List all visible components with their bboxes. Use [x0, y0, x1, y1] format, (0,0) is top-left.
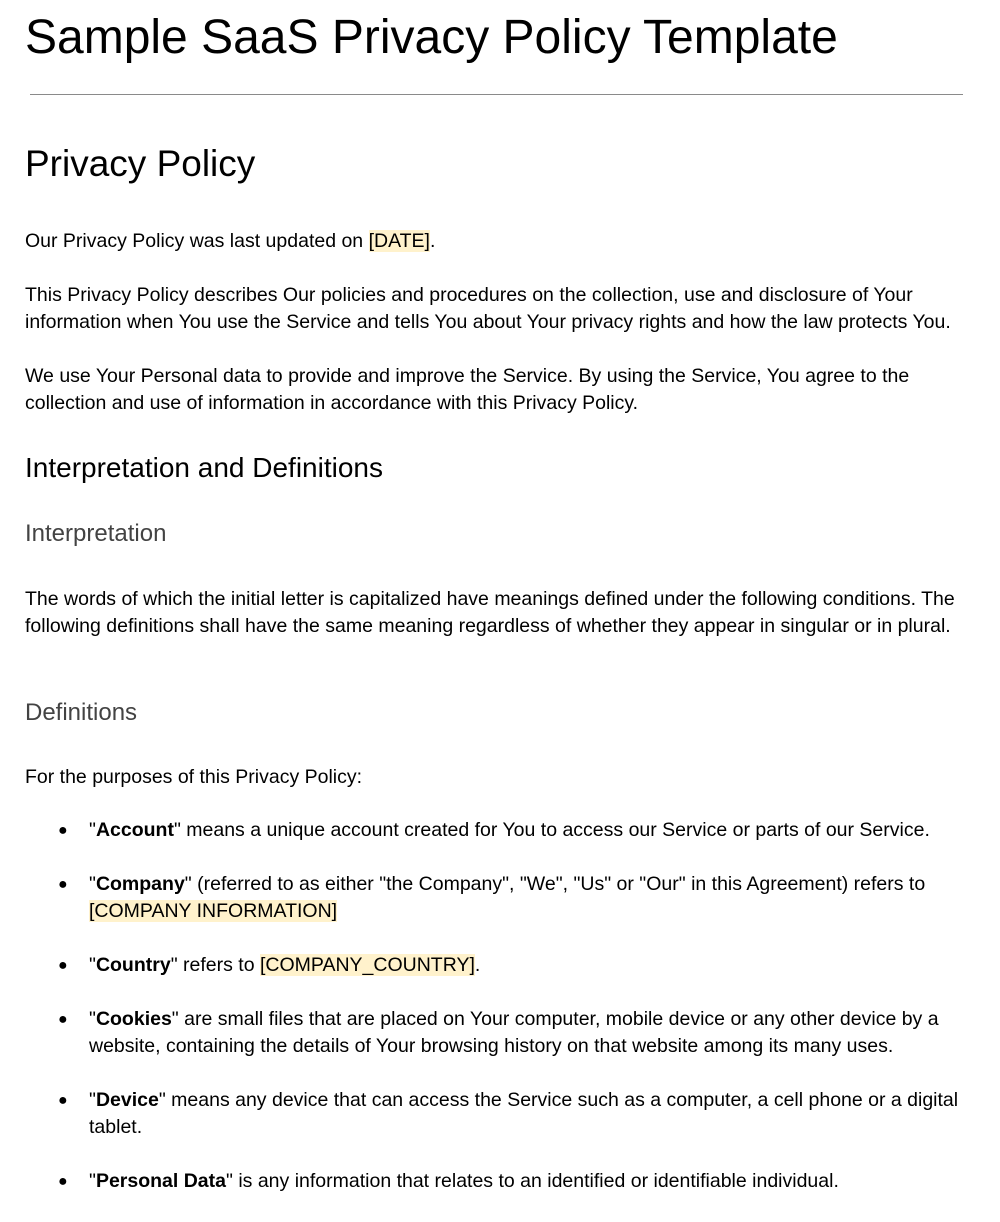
- definitions-heading: Definitions: [25, 699, 138, 726]
- definition-term: Cookies: [95, 1008, 172, 1030]
- policy-description-paragraph: This Privacy Policy describes Our policies and procedures on the collection, use and disclosure of Your information when You use the Service and tells You about Your privacy rights and how the law protects You.: [25, 284, 951, 333]
- bullet-icon: ●: [58, 876, 68, 893]
- horizontal-rule: [30, 94, 963, 95]
- interpretation-paragraph: The words of which the initial letter is capitalized have meanings defined under the following conditions. The following definitions shall have the same meaning regardless of whether they appear in singular or in plural.: [25, 588, 955, 637]
- date-placeholder: [DATE]: [368, 230, 430, 252]
- interpretation-definitions-heading: Interpretation and Definitions: [25, 452, 383, 483]
- definition-text: " means any device that can access the Service such as a computer, a cell phone or a digital tablet.: [89, 1089, 959, 1138]
- definitions-intro: For the purposes of this Privacy Policy:: [25, 766, 363, 788]
- interpretation-heading: Interpretation: [25, 520, 167, 547]
- personal-data-use-paragraph: We use Your Personal data to provide and improve the Service. By using the Service, You agree to the collection and use of information in accordance with this Privacy Policy.: [25, 365, 910, 414]
- definition-term: Company: [95, 873, 185, 895]
- last-updated-prefix: Our Privacy Policy was last updated on: [25, 230, 369, 252]
- definition-item-device: ● "Device" means any device that can access the Service such as a computer, a cell phone or a digital tablet.: [58, 1089, 959, 1138]
- definition-after: .: [474, 954, 481, 976]
- bullet-icon: ●: [58, 957, 68, 974]
- definition-text: " refers to: [170, 954, 260, 976]
- definition-text: " means a unique account created for You to access our Service or parts of our Service.: [173, 819, 930, 841]
- definition-text: " is any information that relates to an identified or identifiable individual.: [226, 1170, 839, 1192]
- definition-text: " are small files that are placed on Your computer, mobile device or any other device by a website, containing the details of Your browsing history on that website among its many uses.: [89, 1008, 939, 1057]
- bullet-icon: ●: [58, 822, 68, 839]
- definition-term: Account: [95, 819, 174, 841]
- definition-item-account: ● "Account" means a unique account created for You to access our Service or parts of our Service.: [25, 817, 975, 844]
- bullet-icon: ●: [58, 1011, 68, 1028]
- bullet-icon: ●: [58, 1173, 68, 1190]
- last-updated-paragraph: [25, 228, 975, 255]
- definition-term: Personal Data: [95, 1170, 226, 1192]
- company-information-placeholder: [COMPANY INFORMATION]: [89, 900, 338, 922]
- definition-item-country: ● "Country" refers to [COMPANY_COUNTRY].: [25, 952, 975, 979]
- definition-text: " (referred to as either "the Company", "We", "Us" or "Our" in this Agreement) refers to: [184, 873, 926, 895]
- company-country-placeholder: [COMPANY_COUNTRY]: [259, 954, 475, 976]
- document-title: Sample SaaS Privacy Policy Template: [25, 11, 838, 64]
- bullet-icon: ●: [58, 1092, 68, 1109]
- privacy-policy-heading: Privacy Policy: [25, 143, 256, 184]
- definition-term: Device: [95, 1089, 159, 1111]
- definition-item-personal-data: ● "Personal Data" is any information that relates to an identified or identifiable individual.: [25, 1168, 975, 1195]
- definition-item-cookies: ● "Cookies" are small files that are placed on Your computer, mobile device or any other device by a website, containing the details of Your browsing history on that website among its many uses.: [58, 1008, 939, 1057]
- definition-term: Country: [95, 954, 171, 976]
- definition-item-company: ● "Company" (referred to as either "the Company", "We", "Us" or "Our" in this Agreement) refers to [COMPANY INFORMATION]: [58, 873, 926, 922]
- definitions-list: [25, 817, 975, 1222]
- last-updated-suffix: .: [429, 230, 436, 252]
